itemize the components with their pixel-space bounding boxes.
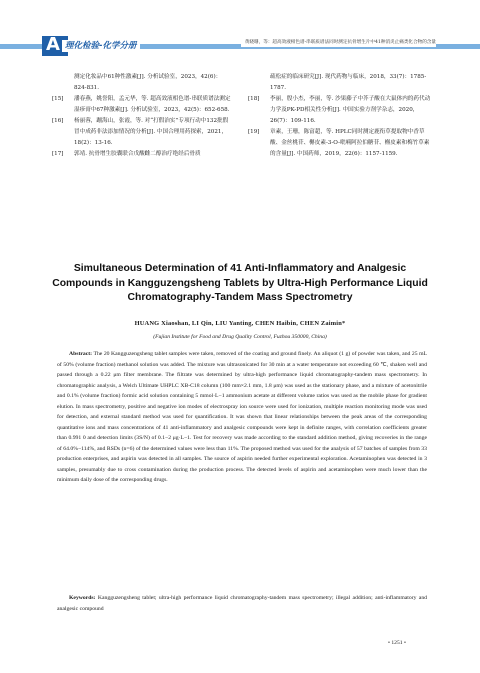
journal-logo-letter: A <box>46 34 60 55</box>
references-right-column <box>248 72 434 160</box>
reference-item: [17] 郭靖. 抗骨增生胶囊联合戊酸雌二醇治疗绝经后骨质 <box>52 151 201 157</box>
abstract-paragraph <box>57 349 427 486</box>
page-number: • 1251 • <box>388 640 406 646</box>
running-title: 黄晓珊，等：超高效液相色谱-串联质谱法同时测定抗骨增生片中41种消炎止痛类化合物的含量 <box>241 38 436 47</box>
reference-item: 疏松症的临床研究[J]. 现代药物与临床，2018，33(7)：1785-1787. <box>270 74 427 91</box>
journal-header <box>0 36 480 56</box>
keywords-text: Kangguzengsheng tablet; ultra-high performance liquid chromatography-tandem mass spectrometry; illegal addition; anti-inflammatory and analgesic compound <box>57 595 428 612</box>
abstract-text: The 20 Kangguzengsheng tablet samples were taken, removed of the coating and ground finely. An aliquot (1 g) of powder was taken, and 25 mL of 50% (volume fraction) methanol solution was added. The mixture was ultrasonicated for 30 min at a water temperature not exceeding 60 ℃, shaken well and passed through a 0.22 μm filter membrane. The filtrate was determined by ultra-high performance liquid chromatography-tandem mass spectrometry. In chromatographic analysis, a Welch Ultimate UHPLC XB-C18 column (100 mm×2.1 mm, 1.8 μm) was used as the stationary phase, and a mixture of acetonitrile and 0.1% (volume fraction) formic acid solution containing 5 mmol·L−1 ammonium acetate at different volume ratios was used as the mobile phase for gradient elution. In mass spectrometry, positive and negative ion modes of electrospray ion source were used for ionization, multiple reaction monitoring mode was used for detection, and external standard method was used for quantification. It was shown that linear relationships between the peak areas of the corresponding quantitative ions and mass concentrations of 41 anti-inflammatory and analgesic compounds were kept in definite ranges, with correlation coefficients greater than 0.991 0 and detection limits (3S/N) of 0.1−2 μg·L−1. Test for recovery was made according to the standard addition method, giving recoveries in the range of 64.0%−114%, and RSDs (n=6) of the determined values were less than 11%. The proposed method was used for the analysis of 57 batches of samples from 33 production enterprises, and aspirin was detected in all samples. The source of aspirin needed further experimental exploration. Acetaminophen was detected in 3 samples, presumably due to cross contamination during the production process. The detected levels of aspirin and acetaminophen were much lower than the minimum daily dose of the corresponding drugs. <box>57 351 427 483</box>
keywords-paragraph <box>57 593 427 614</box>
keywords-label: Keywords: <box>69 595 96 601</box>
author-list: HUANG Xiaoshan, LI Qin, LIU Yanting, CHEN Haibin, CHEN Zaimin* <box>134 320 346 327</box>
references-left-column <box>52 72 232 160</box>
affiliation: (Fujian Institute for Food and Drug Quality Control, Fuzhou 350000, China) <box>153 334 327 340</box>
article-title: Simultaneous Determination of 41 Anti-Inflammatory and Analgesic Compounds in Kangguzengsheng Tablets by Ultra-High Performance Liquid Chromatography-Tandem Mass Spectrometry <box>52 263 428 303</box>
reference-item: [16] 杨丽蓉，蹦海山，张霞，等. 对“打假治实”专项行动中132批假冒中成药非法添加情况的分析[J]. 中国合理用药探索，2021，18(2)：13-16. <box>52 118 229 146</box>
reference-item: 测定化妆品中61种性激素[J]. 分析试验室，2023，42(6)：824-831. <box>74 74 222 91</box>
reference-item: [15] 潘春燕，姚誉阳，孟元华，等. 超高效液相色谱-串联质谱法测定湿疹膏中67种激素[J]. 分析试验室，2023，42(5)：652-658. <box>52 96 231 113</box>
abstract-label: Abstract: <box>69 351 93 357</box>
journal-name: 理化检验-化学分册 <box>62 40 140 52</box>
reference-item: [19] 章素，王珊，陈富超，等. HPLC同时测定鹿衔草提取物中香草酸、金丝桃苷、槲皮素-3-O-吡喃阿拉伯糖苷、槲皮素和梅竹草素的含量[J]. 中国药师，2019，22(6)：1157-1159. <box>248 129 430 157</box>
reference-item: [18] 李丽，殷小杰，李丽，等. 沙果藤子中芥子酸在大鼠体内的药代动力学及PK-PD相关性分析[J]. 中国实验方剂学杂志，2020，26(7)：109-116. <box>248 96 431 124</box>
